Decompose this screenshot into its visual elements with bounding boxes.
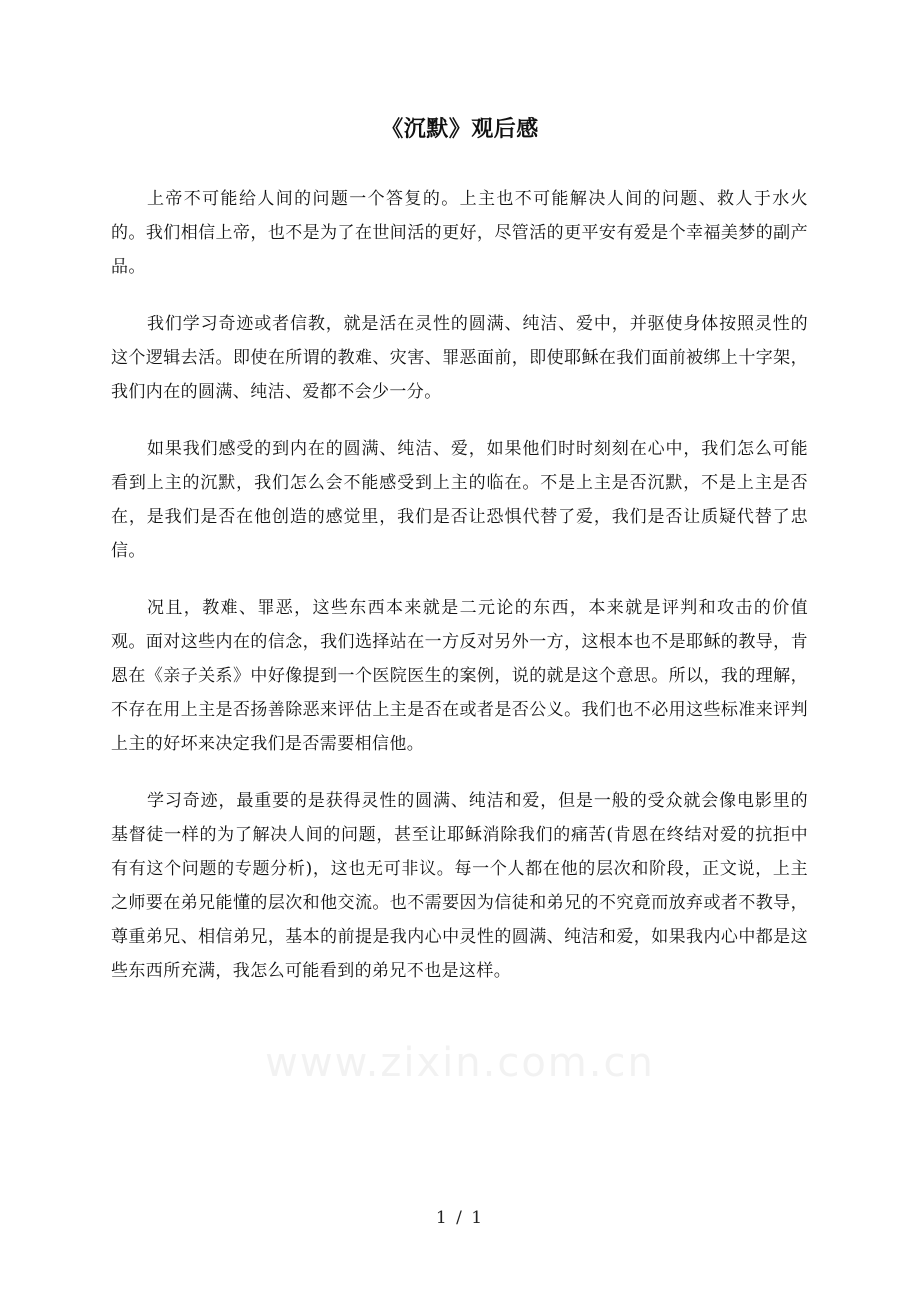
paragraph-3: 如果我们感受的到内在的圆满、纯洁、爱，如果他们时时刻刻在心中，我们怎么可能看到上主的沉默，我们怎么会不能感受到上主的临在。不是上主是否沉默，不是上主是否在，是我们是否在他创造的感觉里，我们是否让恐惧代替了爱，我们是否让质疑代替了忠信。 <box>111 439 808 561</box>
document-title: 《沉默》观后感 <box>381 116 539 142</box>
watermark: www.zixin.com.cn <box>265 1040 655 1086</box>
page-number: 1 / 1 <box>435 1208 485 1228</box>
paragraph-1: 上帝不可能给人间的问题一个答复的。上主也不可能解决人间的问题、救人于水火的。我们相信上帝，也不是为了在世间活的更好，尽管活的更平安有爱是个幸福美梦的副产品。 <box>111 189 808 277</box>
paragraph-2: 我们学习奇迹或者信教，就是活在灵性的圆满、纯洁、爱中，并驱使身体按照灵性的这个逻辑去活。即使在所谓的教难、灾害、罪恶面前，即使耶稣在我们面前被绑上十字架，我们内在的圆满、纯洁、爱都不会少一分。 <box>111 314 808 402</box>
paragraph-4: 况且，教难、罪恶，这些东西本来就是二元论的东西，本来就是评判和攻击的价值观。面对这些内在的信念，我们选择站在一方反对另外一方，这根本也不是耶稣的教导，肯恩在《亲子关系》中好像提到一个医院医生的案例，说的就是这个意思。所以，我的理解，不存在用上主是否扬善除恶来评估上主是否在或者是否公义。我们也不必用这些标准来评判上主的好坏来决定我们是否需要相信他。 <box>111 598 808 754</box>
document-body <box>111 182 808 1011</box>
paragraph-5: 学习奇迹，最重要的是获得灵性的圆满、纯洁和爱，但是一般的受众就会像电影里的基督徒一样的为了解决人间的问题，甚至让耶稣消除我们的痛苦(肯恩在终结对爱的抗拒中有有这个问题的专题分析)，这也无可非议。每一个人都在他的层次和阶段，正文说，上主之师要在弟兄能懂的层次和他交流。也不需要因为信徒和弟兄的不究竟而放弃或者不教导，尊重弟兄、相信弟兄，基本的前提是我内心中灵性的圆满、纯洁和爱，如果我内心中都是这些东西所充满，我怎么可能看到的弟兄不也是这样。 <box>111 791 808 981</box>
